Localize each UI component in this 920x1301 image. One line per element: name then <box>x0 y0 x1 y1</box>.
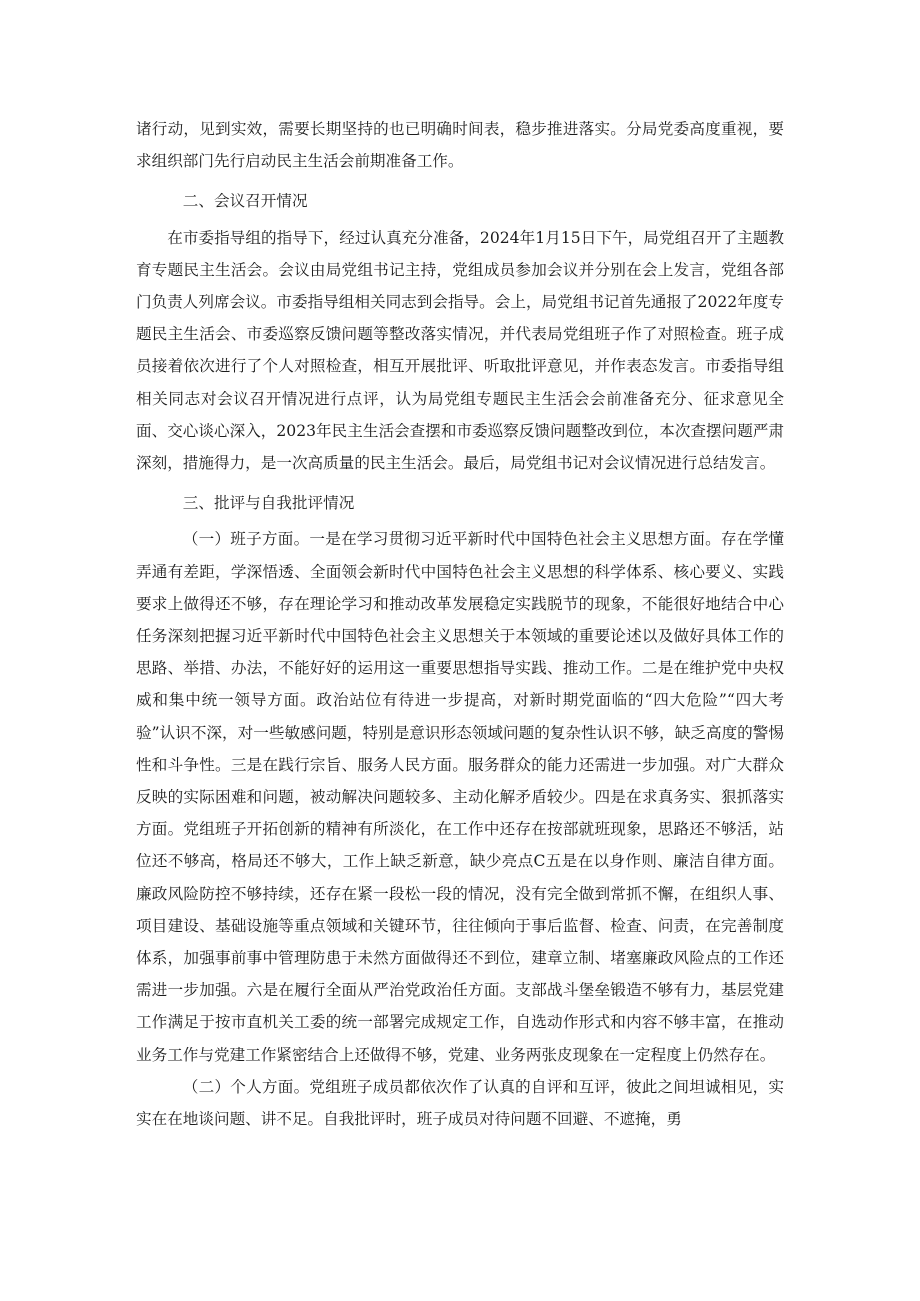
section-heading-criticism: 三、批评与自我批评情况 <box>182 494 355 513</box>
document-page <box>136 113 784 1135</box>
paragraph-continuation: 诸行动，见到实效，需要长期坚持的也已明确时间表，稳步推进落实。分局党委高度重视，要求组织部门先行启动民主生活会前期准备工作。 <box>136 120 784 171</box>
paragraph-personal: （二）个人方面。党组班子成员都依次作了认真的自评和互评，彼此之间坦诚相见，实实在在地谈问题、讲不足。自我批评时，班子成员对待问题不回避、不遮掩，勇 <box>136 1077 784 1129</box>
paragraph-meeting: 在市委指导组的指导下，经过认真充分准备，2024年1月15日下午，局党组召开了主题教育专题民主生活会。会议由局党组书记主持，党组成员参加会议并分别在会上发言，党组各部门负责人列席会议。市委指导组相关同志到会指导。会上，局党组书记首先通报了2022年度专题民主生活会、市委巡察反馈问题等整改落实情况，并代表局党组班子作了对照检查。班子成员接着依次进行了个人对照检查，相互开展批评、听取批评意见，并作表态发言。市委指导组相关同志对会议召开情况进行点评，认为局党组专题民主生活会会前准备充分、征求意见全面、交心谈心深入，2023年民主生活会查摆和市委巡察反馈问题整改到位，本次查摆问题严肃深刻，措施得力，是一次高质量的民主生活会。最后，局党组书记对会议情况进行总结发言。 <box>136 228 784 473</box>
paragraph-team: （一）班子方面。一是在学习贯彻习近平新时代中国特色社会主义思想方面。存在学懂弄通有差距，学深悟透、全面领会新时代中国特色社会主义思想的科学体系、核心要义、实践要求上做得还不够，存在理论学习和推动改革发展稳定实践脱节的现象，不能很好地结合中心任务深刻把握习近平新时代中国特色社会主义思想关于本领域的重要论述以及做好具体工作的思路、举措、办法，不能好好的运用这一重要思想指导实践、推动工作。二是在维护党中央权威和集中统一领导方面。政治站位有待进一步提高，对新时期党面临的“四大危险”“四大考验”认识不深，对一些敏感问题，特别是意识形态领域问题的复杂性认识不够，缺乏高度的警惕性和斗争性。三是在践行宗旨、服务人民方面。服务群众的能力还需进一步加强。对广大群众反映的实际困难和问题，被动解决问题较多、主动化解矛盾较少。四是在求真务实、狠抓落实方面。党组班子开拓创新的精神有所淡化，在工作中还存在按部就班现象，思路还不够活，站位还不够高，格局还不够大，工作上缺乏新意，缺少亮点C五是在以身作则、廉洁自律方面。廉政风险防控不够持续，还存在紧一段松一段的情况，没有完全做到常抓不懈，在组织人事、项目建设、基础设施等重点领域和关键环节，往往倾向于事后监督、检查、问责，在完善制度体系，加强事前事中管理防患于未然方面做得还不到位，建章立制、堵塞廉政风险点的工作还需进一步加强。六是在履行全面从严治党政治任方面。支部战斗堡垒锻造不够有力，基层党建工作满足于按市直机关工委的统一部署完成规定工作，自选动作形式和内容不够丰富，在推动业务工作与党建工作紧密结合上还做得不够，党建、业务两张皮现象在一定程度上仍然存在。 <box>136 530 784 1064</box>
section-heading-meeting: 二、会议召开情况 <box>182 192 308 211</box>
